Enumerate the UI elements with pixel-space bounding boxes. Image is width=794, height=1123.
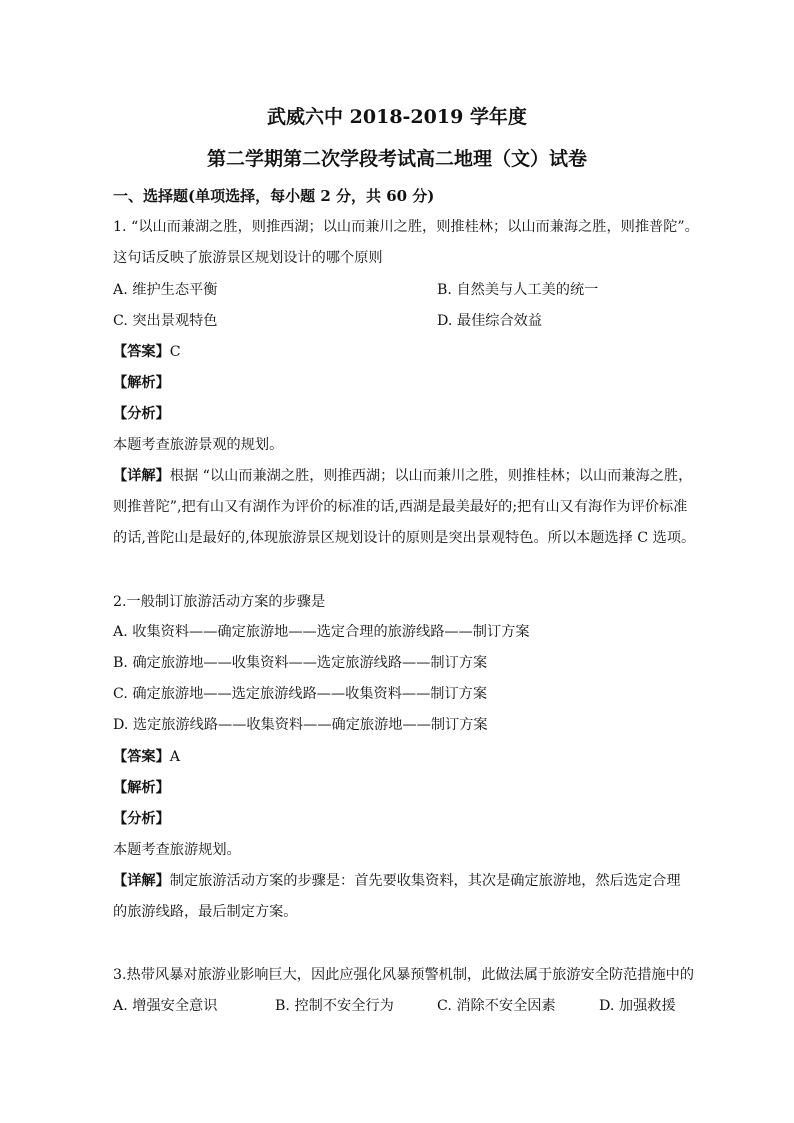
q1-answer-tag: 【答案】 [113, 344, 170, 360]
q2-answer-tag: 【答案】 [113, 749, 170, 765]
q2-fenxi-tag: 【分析】 [113, 811, 170, 827]
q1-option-b: B. 自然美与人工美的统一 [437, 282, 599, 298]
q1-detail-line3: 的话,普陀山是最好的,体现旅游景区规划设计的原则是突出景观特色。所以本题选择 C 选项。 [113, 530, 696, 546]
q1-detail-line1 [113, 466, 692, 486]
q1-option-d: D. 最佳综合效益 [437, 313, 543, 329]
exam-title-school: 武威六中 2018-2019 学年度 [267, 106, 527, 128]
q1-fenxi-tag: 【分析】 [113, 406, 170, 422]
q2-analysis: 本题考查旅游规划。 [113, 842, 241, 858]
q2-answer [113, 747, 180, 767]
q2-option-c: C. 确定旅游地——选定旅游线路——收集资料——制订方案 [113, 686, 488, 702]
q3-option-c: C. 消除不安全因素 [437, 998, 556, 1014]
q2-option-a: A. 收集资料——确定旅游地——选定合理的旅游线路——制订方案 [113, 624, 530, 640]
q1-answer [113, 342, 181, 362]
q1-analysis: 本题考查旅游景观的规划。 [113, 437, 284, 453]
q1-detail-tag: 【详解】 [113, 468, 170, 484]
q2-option-d: D. 选定旅游线路——收集资料——确定旅游地——制订方案 [113, 717, 488, 733]
q2-stem: 2.一般制订旅游活动方案的步骤是 [113, 594, 326, 610]
q2-detail-text1: 制定旅游活动方案的步骤是：首先要收集资料，其次是确定旅游地，然后选定合理 [169, 873, 681, 889]
q3-option-b: B. 控制不安全行为 [275, 998, 394, 1014]
q2-option-b: B. 确定旅游地——收集资料——选定旅游线路——制订方案 [113, 655, 488, 671]
q1-answer-value: C [169, 344, 181, 360]
q2-answer-value: A [169, 749, 181, 765]
q1-detail-line2: 则推普陀”,把有山又有湖作为评价的标准的话,西湖是最美最好的;把有山又有海作为评价标准 [113, 499, 688, 515]
q1-detail-text1: 根据 “以山而兼湖之胜，则推西湖；以山而兼川之胜，则推桂林；以山而兼海之胜， [169, 468, 693, 484]
q1-jiexi-tag: 【解析】 [113, 375, 170, 391]
q1-stem-line1: 1. “以山而兼湖之胜，则推西湖；以山而兼川之胜，则推桂林；以山而兼海之胜，则推普陀”。 [113, 219, 699, 235]
q3-option-d: D. 加强救援 [599, 998, 676, 1014]
q2-detail-tag: 【详解】 [113, 873, 170, 889]
q3-stem: 3.热带风暴对旅游业影响巨大，因此应强化风暴预警机制，此做法属于旅游安全防范措施中的 [113, 967, 695, 983]
section-heading: 一、选择题(单项选择，每小题 2 分，共 60 分) [113, 187, 435, 205]
q2-detail-line1 [113, 871, 681, 891]
q3-option-a: A. 增强安全意识 [113, 998, 218, 1014]
q1-stem-line2: 这句话反映了旅游景区规划设计的哪个原则 [113, 250, 383, 266]
q1-option-c: C. 突出景观特色 [113, 313, 218, 329]
exam-title-subject: 第二学期第二次学段考试高二地理（文）试卷 [206, 148, 587, 170]
q1-option-a: A. 维护生态平衡 [113, 282, 218, 298]
q2-detail-line2: 的旅游线路，最后制定方案。 [113, 904, 298, 920]
q2-jiexi-tag: 【解析】 [113, 780, 170, 796]
